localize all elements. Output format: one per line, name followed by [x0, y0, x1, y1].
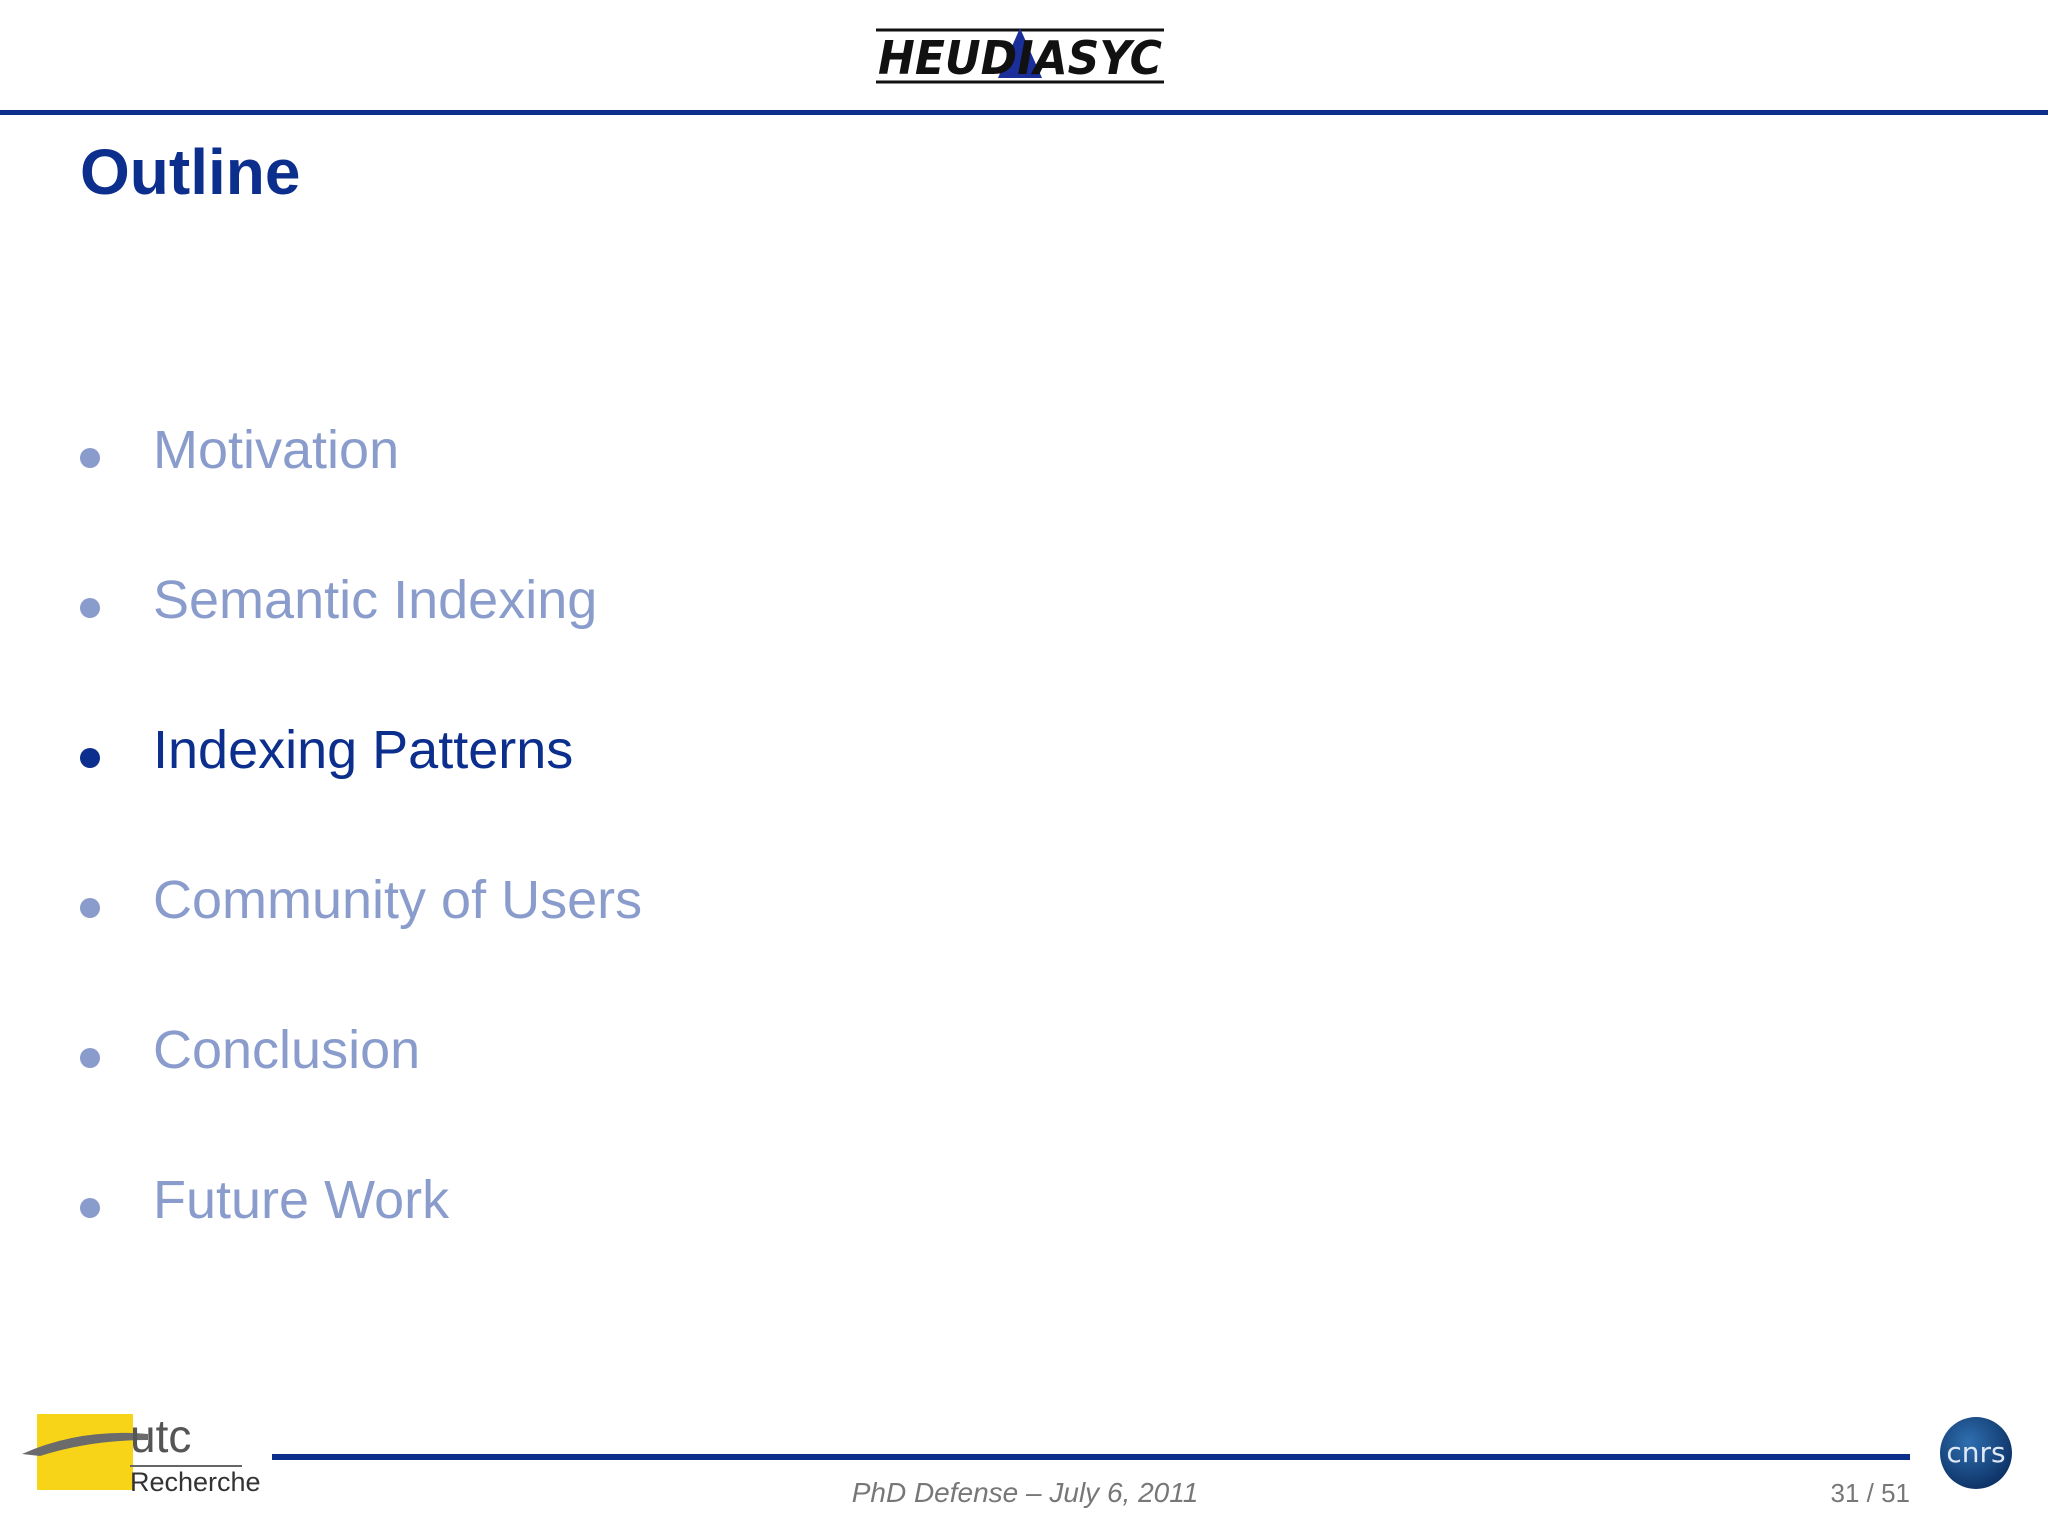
outline-item-label: Future Work — [153, 1170, 450, 1230]
bullet-icon — [80, 898, 100, 918]
outline-item-community-of-users[interactable] — [80, 825, 642, 975]
page-number: 31 / 51 — [1830, 1478, 1910, 1508]
outline-item-label: Conclusion — [153, 1020, 421, 1080]
bullet-icon — [80, 1198, 100, 1218]
bullet-icon — [80, 598, 100, 618]
outline-item-label: Semantic Indexing — [153, 570, 598, 630]
slide-title: Outline — [80, 136, 301, 208]
outline-item-label: Indexing Patterns — [153, 720, 574, 780]
cnrs-logo — [1938, 1415, 2014, 1491]
utc-logo-subtitle: Recherche — [130, 1467, 261, 1497]
outline-item-motivation[interactable] — [80, 375, 642, 525]
bullet-icon — [80, 748, 100, 768]
outline-item-conclusion[interactable] — [80, 975, 642, 1125]
footer-rule — [272, 1454, 1910, 1460]
outline-item-label: Community of Users — [153, 870, 643, 930]
bullet-icon — [80, 448, 100, 468]
outline-item-label: Motivation — [153, 420, 400, 480]
footer-text: PhD Defense – July 6, 2011 — [851, 1477, 1199, 1508]
header-rule — [0, 110, 2048, 115]
bullet-icon — [80, 1048, 100, 1068]
heudiasyc-logo — [870, 22, 1170, 90]
outline-item-semantic-indexing[interactable] — [80, 525, 642, 675]
outline-item-future-work[interactable] — [80, 1125, 642, 1275]
heudiasyc-logo-left: HEUDIASYC — [878, 31, 1163, 85]
cnrs-logo-text: cnrs — [1946, 1436, 2006, 1469]
outline-item-indexing-patterns[interactable] — [80, 675, 642, 825]
outline-list — [80, 375, 642, 1275]
utc-logo-name: utc — [130, 1410, 192, 1462]
